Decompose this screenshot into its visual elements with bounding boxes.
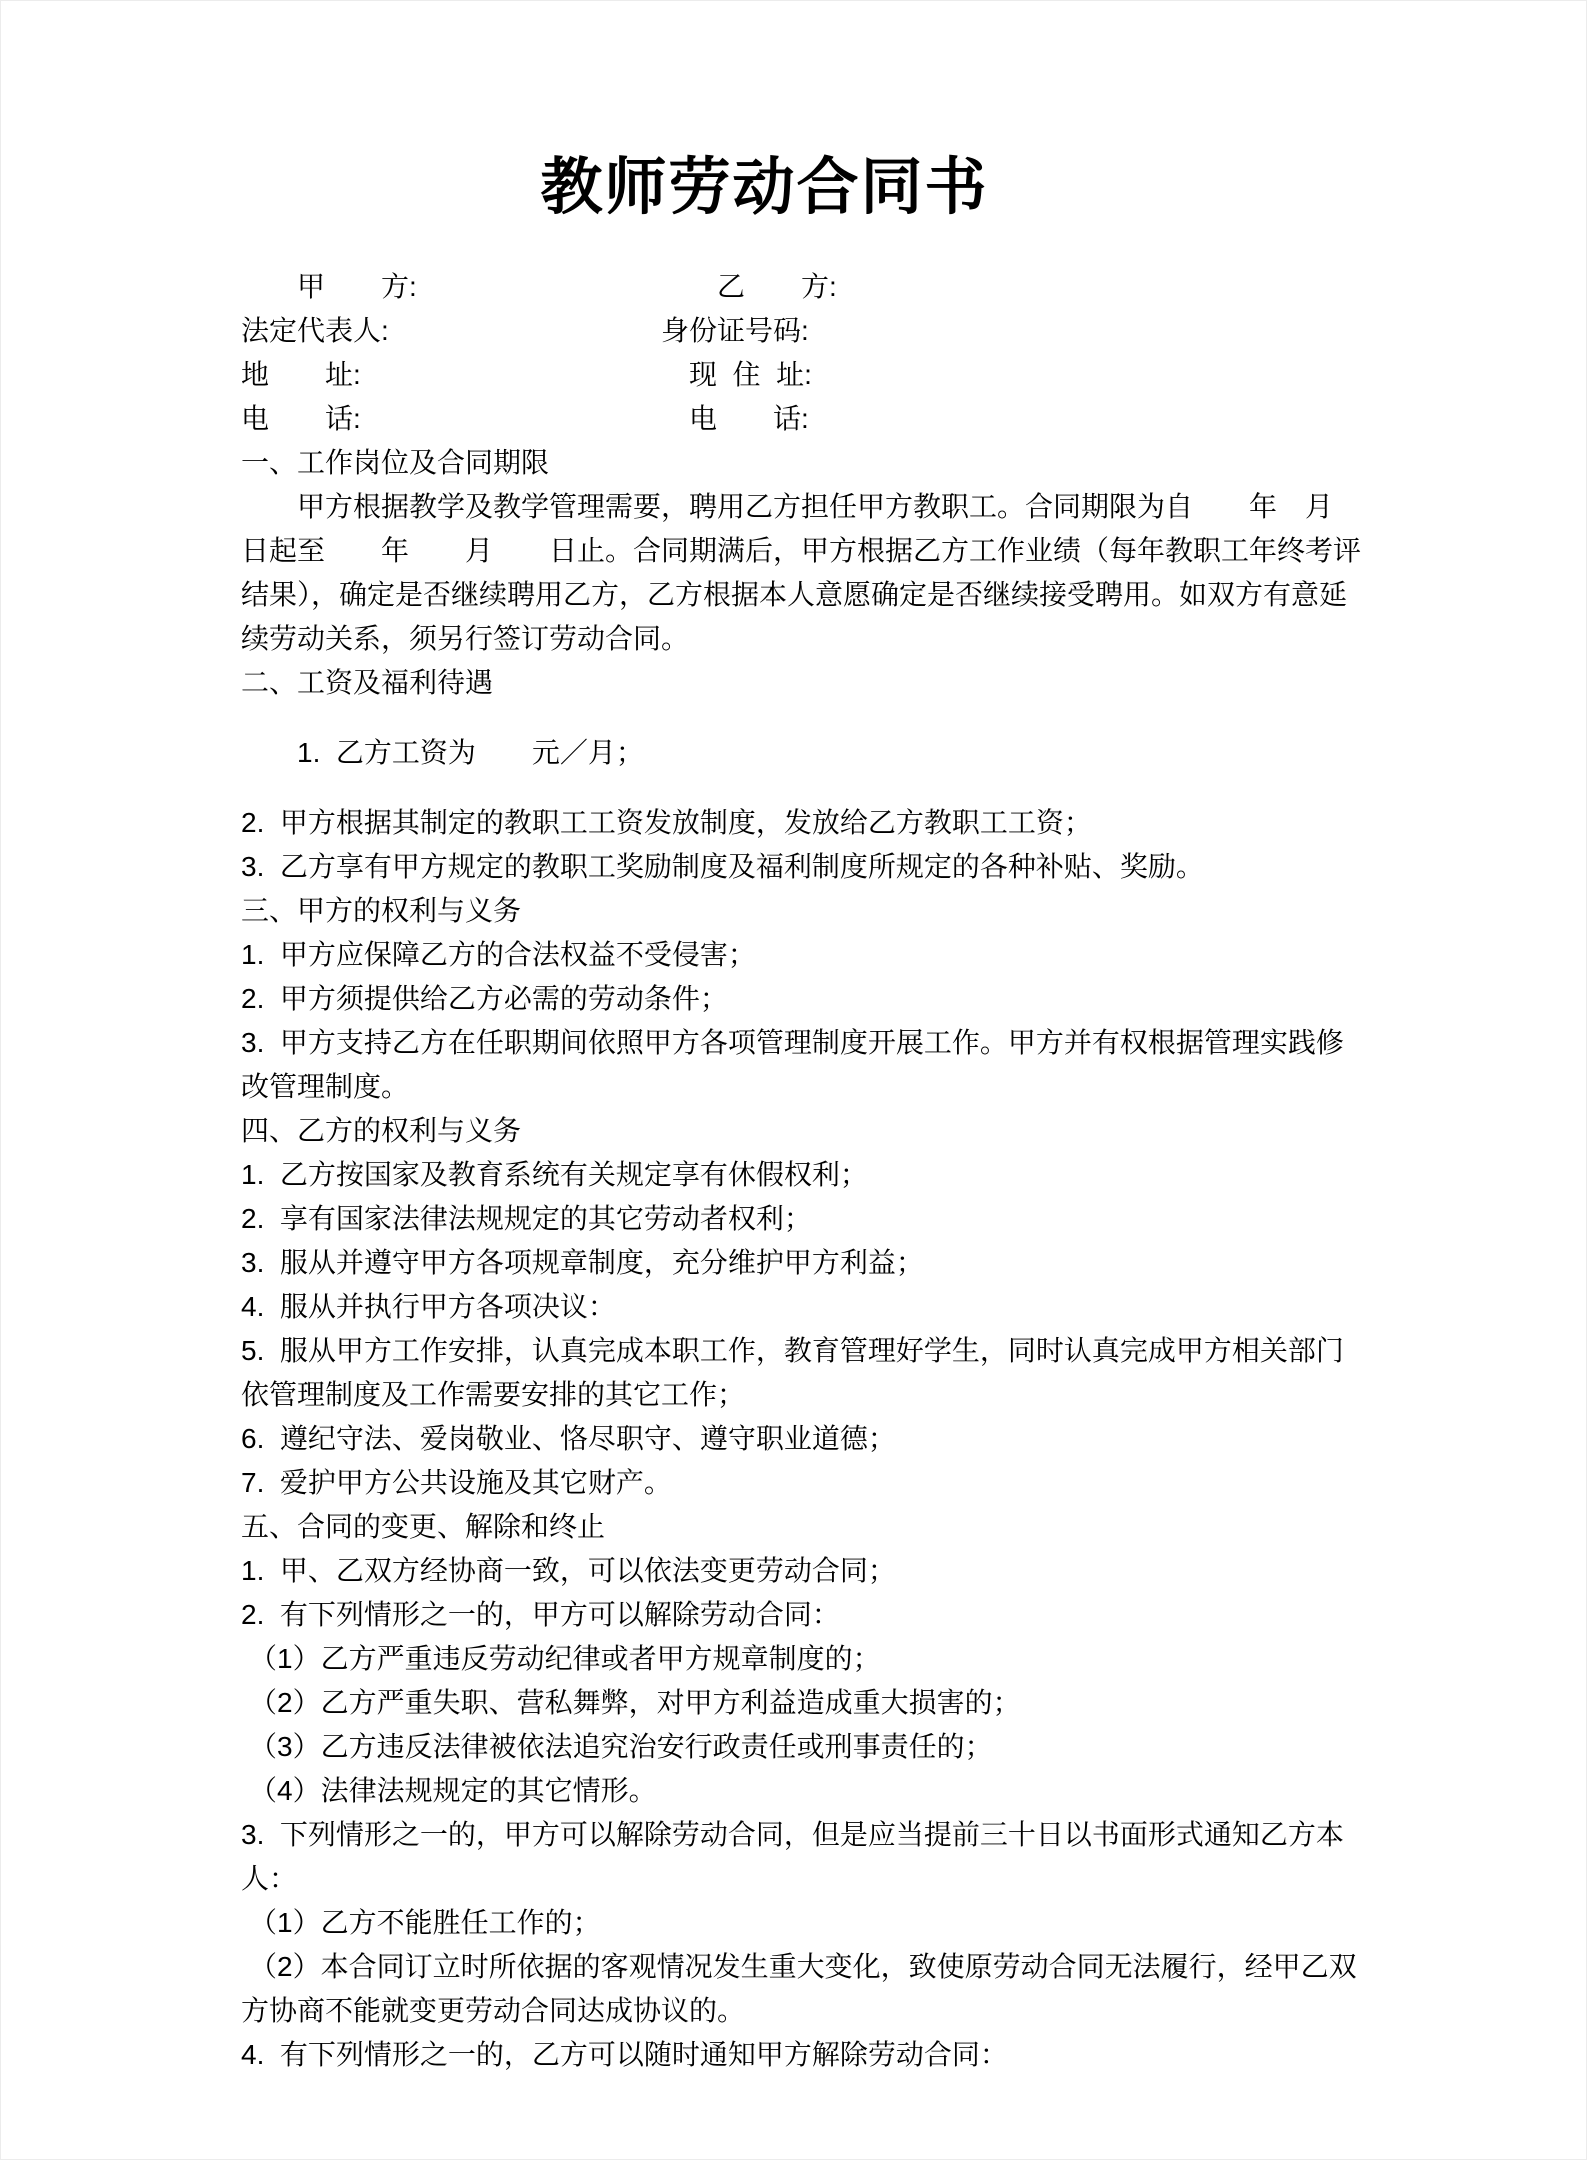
clause-line: 1. 乙方工资为 元／月； [297, 737, 644, 768]
blank-gap [241, 775, 1386, 801]
parties-header [241, 265, 1386, 441]
party-row [241, 309, 1386, 353]
clause-line: （1）乙方不能胜任工作的； [249, 1907, 601, 1938]
blank-gap [241, 705, 1386, 731]
clause-line: 2. 甲方根据其制定的教职工工资发放制度，发放给乙方教职工工资； [241, 807, 1092, 838]
clause-line: 续劳动关系，须另行签订劳动合同。 [241, 623, 690, 654]
document-title: 教师劳动合同书 [540, 154, 989, 222]
clause-line: 7. 爱护甲方公共设施及其它财产。 [241, 1467, 672, 1498]
party-left-label: 地 址: [241, 359, 361, 390]
section-heading: 二、工资及福利待遇 [241, 667, 494, 698]
party-row [241, 353, 1386, 397]
clause-line: 方协商不能就变更劳动合同达成协议的。 [241, 1995, 746, 2026]
party-left-label: 法定代表人: [241, 315, 389, 346]
party-left-label: 甲 方: [241, 271, 417, 302]
clause-line: 1. 甲方应保障乙方的合法权益不受侵害； [241, 939, 756, 970]
party-right-label: 现 住 址: [661, 359, 812, 390]
clause-line: （2）乙方严重失职、营私舞弊，对甲方利益造成重大损害的； [249, 1687, 1021, 1718]
clause-line: 3. 甲方支持乙方在任职期间依照甲方各项管理制度开展工作。甲方并有权根据管理实践修 [241, 1027, 1344, 1058]
clause-line: 3. 乙方享有甲方规定的教职工奖励制度及福利制度所规定的各种补贴、奖励。 [241, 851, 1204, 882]
clause-line: 2. 甲方须提供给乙方必需的劳动条件； [241, 983, 728, 1014]
clause-line: 6. 遵纪守法、爱岗敬业、恪尽职守、遵守职业道德； [241, 1423, 896, 1454]
clause-line: 改管理制度。 [241, 1071, 410, 1102]
section-heading: 五、合同的变更、解除和终止 [241, 1511, 606, 1542]
clause-line: 人： [241, 1863, 298, 1894]
clause-line: （1）乙方严重违反劳动纪律或者甲方规章制度的； [249, 1643, 881, 1674]
clause-line: 2. 有下列情形之一的，甲方可以解除劳动合同： [241, 1599, 840, 1630]
clause-line: 5. 服从甲方工作安排，认真完成本职工作，教育管理好学生，同时认真完成甲方相关部门 [241, 1335, 1344, 1366]
clause-line: 1. 甲、乙双方经协商一致，可以依法变更劳动合同； [241, 1555, 896, 1586]
clause-line: 4. 有下列情形之一的，乙方可以随时通知甲方解除劳动合同： [241, 2039, 1008, 2070]
party-right-label: 身份证号码: [661, 315, 809, 346]
clause-line: （4）法律法规规定的其它情形。 [249, 1775, 657, 1806]
party-row [241, 397, 1386, 441]
party-left-label: 电 话: [241, 403, 361, 434]
party-row [241, 265, 1386, 309]
clause-line: 依管理制度及工作需要安排的其它工作； [241, 1379, 746, 1410]
clause-line: （3）乙方违反法律被依法追究治安行政责任或刑事责任的； [249, 1731, 993, 1762]
clause-line: 3. 下列情形之一的，甲方可以解除劳动合同，但是应当提前三十日以书面形式通知乙方本 [241, 1819, 1344, 1850]
clause-line: （2）本合同订立时所依据的客观情况发生重大变化，致使原劳动合同无法履行，经甲乙双 [249, 1951, 1357, 1982]
clause-line: 4. 服从并执行甲方各项决议： [241, 1291, 616, 1322]
party-right-label: 电 话: [661, 403, 809, 434]
clause-line: 日起至 年 月 日止。合同期满后，甲方根据乙方工作业绩（每年教职工年终考评 [241, 535, 1362, 566]
section-heading: 四、乙方的权利与义务 [241, 1115, 522, 1146]
clause-line: 2. 享有国家法律法规规定的其它劳动者权利； [241, 1203, 812, 1234]
section-heading: 三、甲方的权利与义务 [241, 895, 522, 926]
clause-line: 3. 服从并遵守甲方各项规章制度，充分维护甲方利益； [241, 1247, 924, 1278]
clause-line: 1. 乙方按国家及教育系统有关规定享有休假权利； [241, 1159, 868, 1190]
section-heading: 一、工作岗位及合同期限 [241, 447, 550, 478]
party-right-label: 乙 方: [661, 271, 837, 302]
clause-line: 结果），确定是否继续聘用乙方，乙方根据本人意愿确定是否继续接受聘用。如双方有意延 [241, 579, 1348, 610]
clause-line: 甲方根据教学及教学管理需要，聘用乙方担任甲方教职工。合同期限为自 年 月 [297, 491, 1334, 522]
contract-clauses [241, 441, 1386, 2077]
